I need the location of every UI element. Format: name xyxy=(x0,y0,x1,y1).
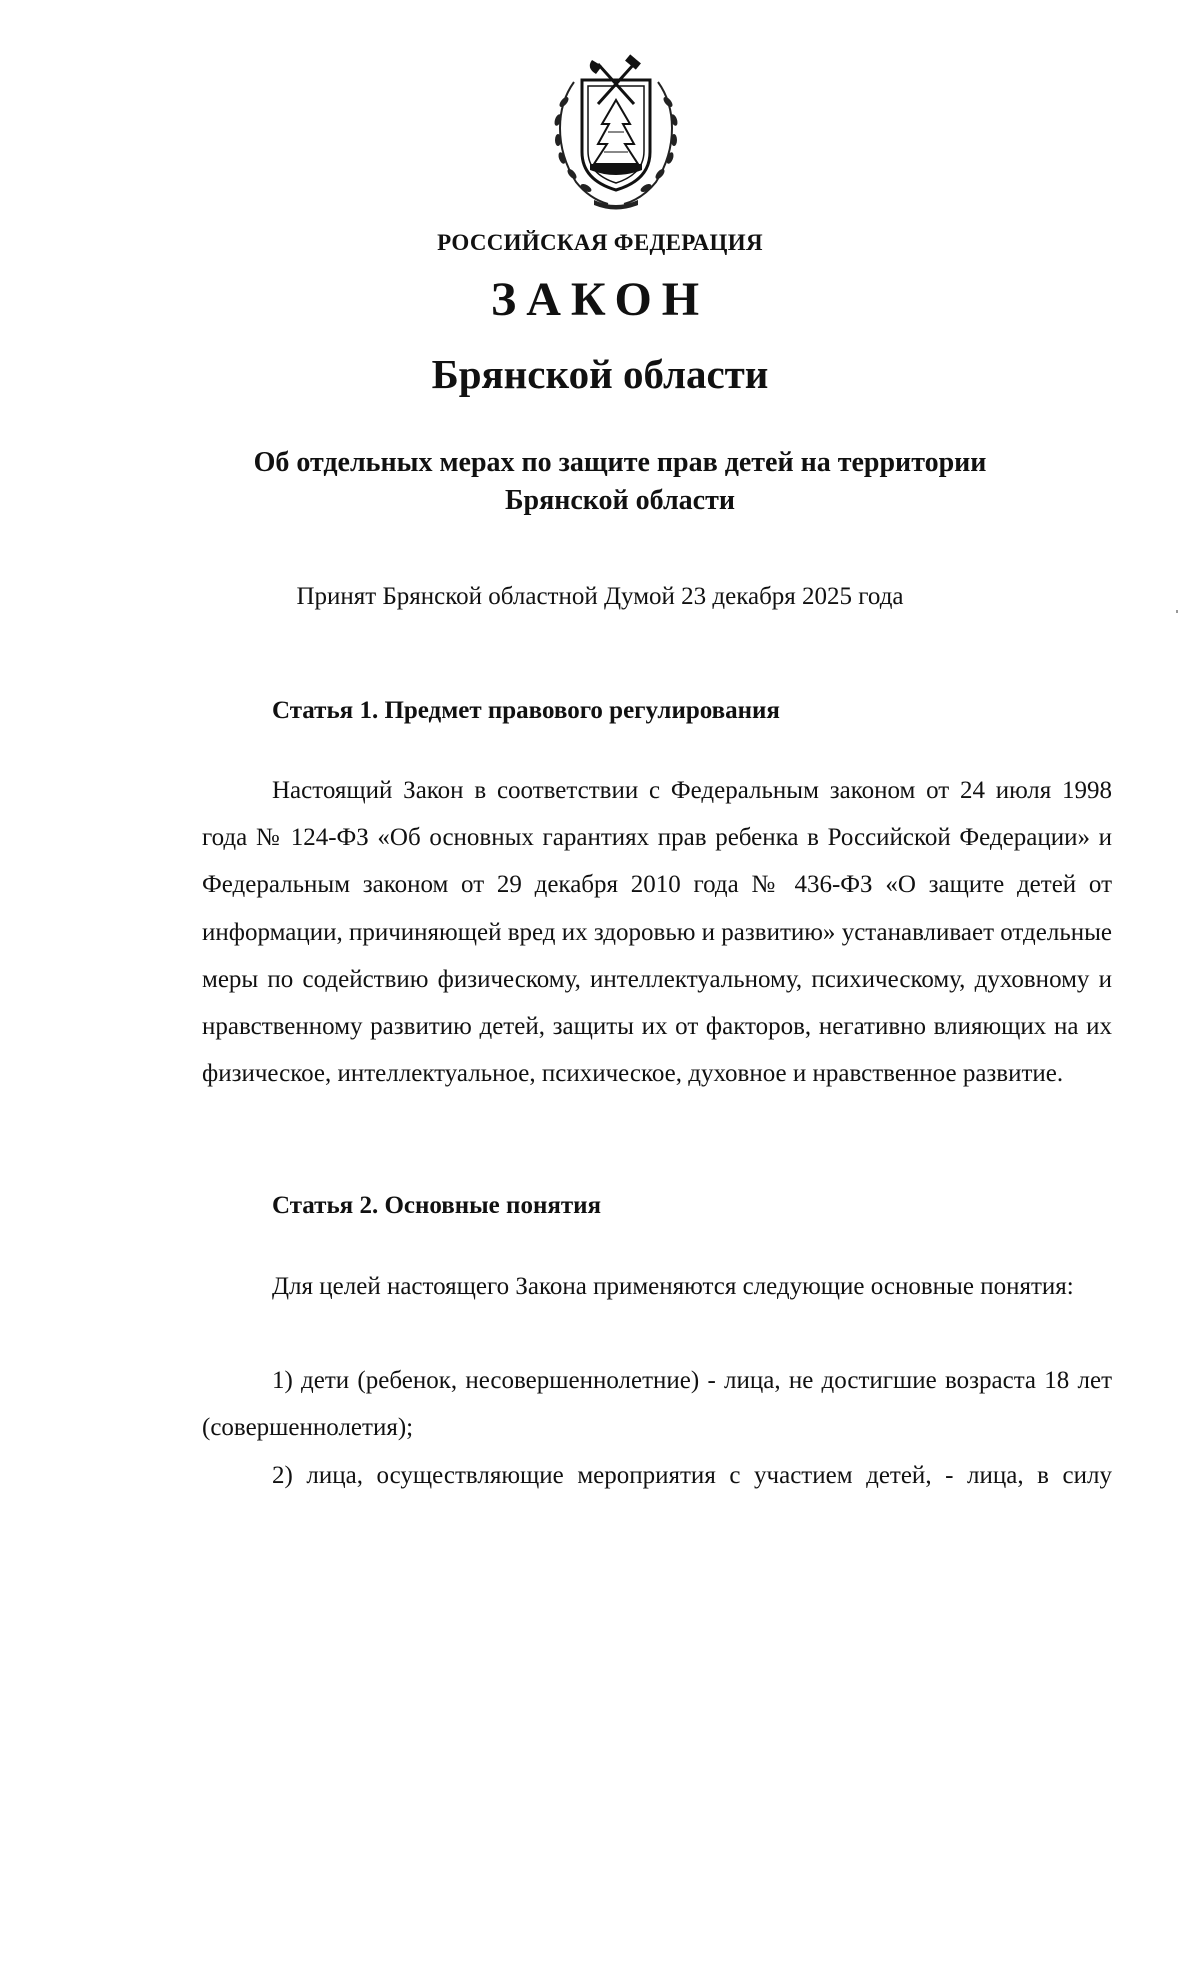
law-title-line-1: Об отдельных мерах по защите прав детей на территории xyxy=(253,447,987,478)
country-label: РОССИЙСКАЯ ФЕДЕРАЦИЯ xyxy=(437,230,763,255)
article-1-heading: Статья 1. Предмет правового регулирования xyxy=(272,697,780,724)
definition-2-paragraph: 2) лица, осуществляющие мероприятия с участием детей, - лица, в силу xyxy=(272,1462,1112,1489)
article-2-intro-paragraph: Для целей настоящего Закона применяются следующие основные понятия: xyxy=(272,1273,1074,1300)
bryansk-oblast-coat-of-arms-icon xyxy=(546,52,686,210)
definition-1-paragraph: 1) дети (ребенок, несовершеннолетние) - лица, не достигшие возраста 18 лет (совершеннолетия); xyxy=(202,1367,1112,1442)
article-2-heading: Статья 2. Основные понятия xyxy=(272,1192,602,1219)
document-type-title: ЗАКОН xyxy=(490,273,710,326)
adoption-statement: Принят Брянской областной Думой 23 декабря 2025 года xyxy=(296,583,904,610)
scan-artifact xyxy=(1176,610,1178,613)
article-1-paragraph: Настоящий Закон в соответствии с Федеральным законом от 24 июля 1998 года № 124-ФЗ «Об основных гарантиях прав ребенка в Российской Федерации» и Федеральным законом от 29 декабря 2010 года № 436-ФЗ «О защите детей от информации, причиняющей вред их здоровью и развитию» устанавливает отдельные меры по содействию физическому, интеллектуальному, психическому, духовному и нравственному развитию детей, защиты их от факторов, негативно влияющих на их физическое, интеллектуальное, психическое, духовное и нравственное развитие. xyxy=(202,777,1112,1088)
law-title-line-2: Брянской области xyxy=(504,485,735,516)
law-title xyxy=(200,444,1040,520)
region-title: Брянской области xyxy=(431,351,769,397)
